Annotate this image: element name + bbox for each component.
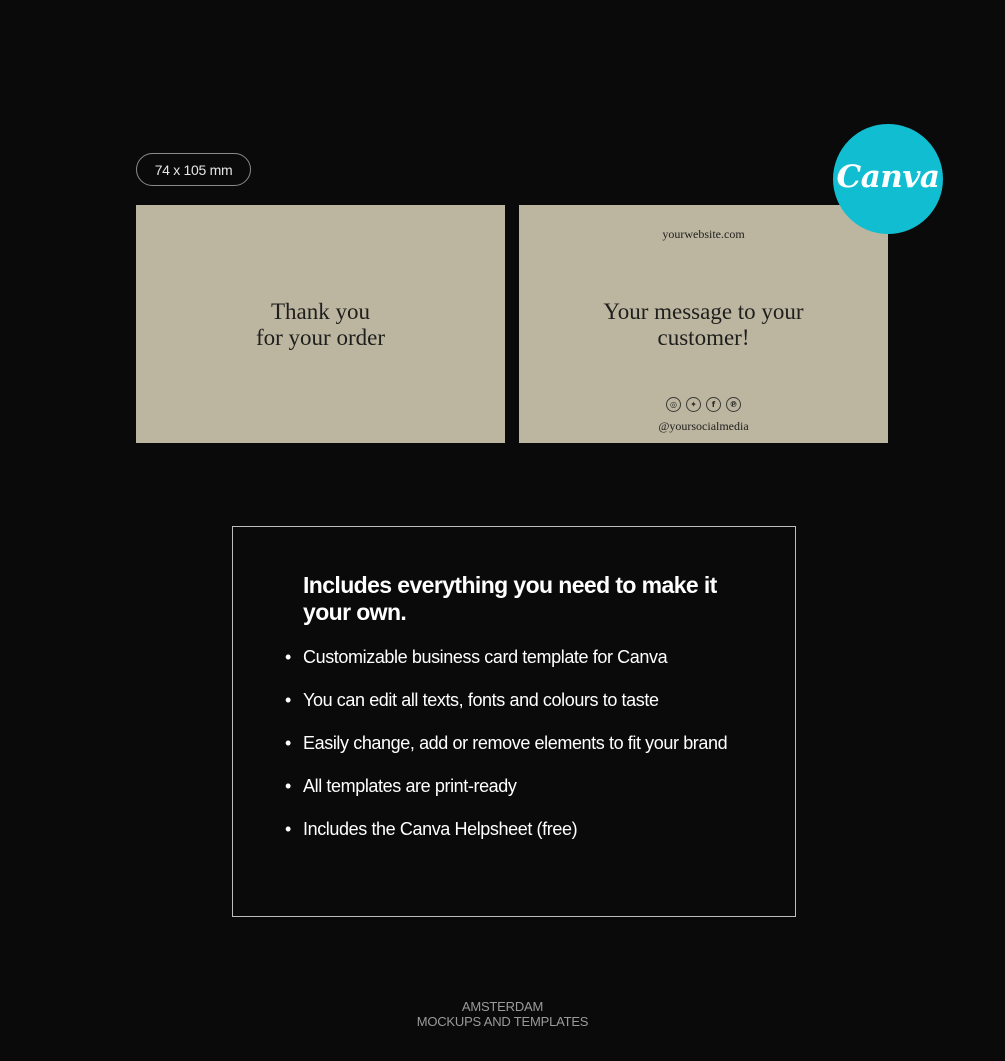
instagram-icon: ◎ (666, 397, 681, 412)
list-item (285, 647, 743, 668)
card-back (519, 205, 888, 443)
bullet-icon: • (285, 776, 291, 796)
bullet-icon: • (285, 819, 291, 839)
footer-line-1: AMSTERDAM (461, 999, 544, 1014)
card-front (136, 205, 505, 443)
facebook-icon: f (706, 397, 721, 412)
list-item (285, 690, 743, 711)
feature-text: Includes the Canva Helpsheet (free) (303, 819, 578, 839)
size-label: 74 x 105 mm (136, 153, 251, 186)
features-list (285, 647, 743, 862)
bullet-icon: • (285, 733, 291, 753)
bullet-icon: • (285, 690, 291, 710)
card-back-message (519, 299, 888, 351)
card-front-line-1: Thank you (270, 299, 370, 324)
footer-branding (0, 999, 1005, 1029)
feature-text: Customizable business card template for Canva (303, 647, 668, 667)
pinterest-icon: ℗ (726, 397, 741, 412)
features-box (232, 526, 796, 917)
card-front-line-2: for your order (255, 325, 385, 350)
footer-line-2: MOCKUPS AND TEMPLATES (416, 1014, 589, 1029)
feature-text: Easily change, add or remove elements to fit your brand (303, 733, 728, 753)
card-back-line-2: customer! (657, 325, 750, 350)
card-back-line-1: Your message to your (603, 299, 804, 324)
card-back-website: yourwebsite.com (662, 227, 745, 241)
twitter-icon: ✦ (686, 397, 701, 412)
social-icons-row (519, 397, 888, 412)
canva-logo-badge (833, 124, 943, 234)
list-item (285, 776, 743, 797)
bullet-icon: • (285, 647, 291, 667)
features-title: Includes everything you need to make it your own. (303, 572, 717, 625)
card-back-social-handle: @yoursocialmedia (658, 419, 749, 433)
list-item (285, 733, 743, 754)
list-item (285, 819, 743, 840)
canva-logo-text: Canva (836, 159, 940, 195)
card-front-message (136, 299, 505, 351)
feature-text: All templates are print-ready (303, 776, 517, 796)
feature-text: You can edit all texts, fonts and colours to taste (303, 690, 659, 710)
